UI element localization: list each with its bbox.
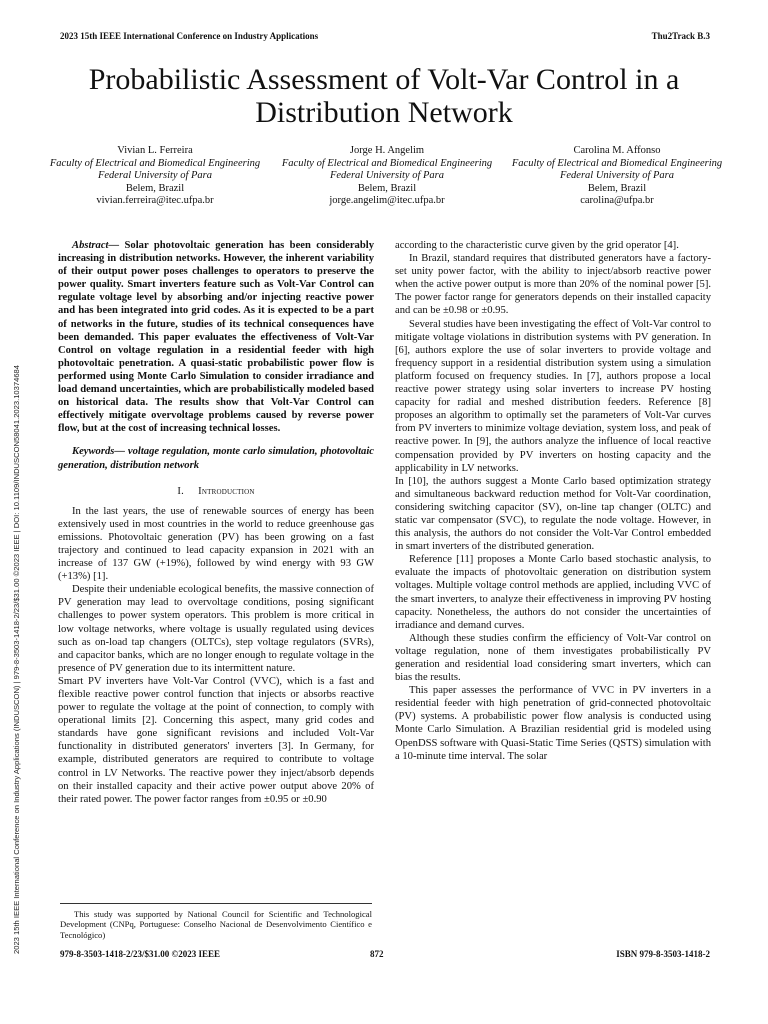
author-affiliation: Faculty of Electrical and Biomedical Engineering: [49, 157, 261, 169]
right-column: [395, 239, 711, 763]
author-location: Belem, Brazil: [587, 182, 647, 194]
paragraph: This paper assesses the performance of VVC in PV inverters in a residential feeder with high penetration of grid-connected photovoltaic (PV) systems. A probabilistic power flow analysis is conducted using Monte Carlo Simulation. A Brazilian residential grid is modeled using OpenDSS software with Quasi-Static Time Series (QSTS) simulation with a 10-minute time interval. The solar: [395, 685, 711, 762]
author-affiliation: Faculty of Electrical and Biomedical Engineering: [511, 157, 723, 169]
author-name: Carolina M. Affonso: [573, 145, 661, 156]
author-location: Belem, Brazil: [357, 182, 417, 194]
author-university: Federal University of Para: [97, 170, 213, 181]
author-email: vivian.ferreira@itec.ufpa.br: [96, 195, 214, 206]
section-number: I.: [177, 485, 184, 497]
running-header-conference: 2023 15th IEEE International Conference on Industry Applications: [60, 31, 319, 41]
paragraph: Smart PV inverters have Volt-Var Control (VVC), which is a fast and flexible reactive power control function that injects or absorbs reactive power to regulate the voltage at the point of connection, to comply with operational limits [2]. Concerning this aspect, many grid codes and standards have gone significant revisions and included Volt-Var functionality in distributed generators' inverters [3]. In Germany, for example, distributed generators are required to contribute to voltage control in LV Networks. The reactive power they inject/absorb depends on their installed capacity and their active power output above 20% of their rated power. The power factor ranges from ±0.95 or ±0.90: [58, 675, 374, 805]
paragraph: Despite their undeniable ecological benefits, the massive connection of PV generation may lead to overvoltage conditions, posing significant challenges to power system operators. This problem is more critical in low voltage networks, where voltage is usually regulated using devices such as on-load tap changers (OLTCs), step voltage regulators (SVRs), and capacitor banks, which are no longer enough to regulate voltage in the presence of PV generation due to its intermittent nature.: [58, 584, 374, 674]
paragraph: In Brazil, standard requires that distributed generators have a factory-set unity power factor, with the ability to inject/absorb reactive power when the active power output is more than 20% of the nominal power [5]. The power factor range for generators depends on their installed capacity and can be ±0.98 or ±0.95.: [395, 253, 711, 317]
paragraph: In [10], the authors suggest a Monte Carlo based optimization strategy and simultaneous backward reduction method for Volt-Var coordination, considering switching capacitor (SV), on-line tap changer (OLTC) and static var compensator (SVC), to regulate the node voltage. However, in this analysis, the authors do not consider the Volt-Var Control embedded in smart inverters of the distributed generation.: [395, 475, 711, 553]
section-title: Introduction: [198, 485, 255, 497]
keywords: [58, 445, 374, 471]
paragraph: Although these studies confirm the efficiency of Volt-Var control on voltage regulation, none of them investigates probabilistically PV generation and residential load considering smart inverters, which can bias the results.: [395, 632, 711, 684]
paragraph: according to the characteristic curve given by the grid operator [4].: [395, 240, 679, 251]
keywords-label: Keywords—: [72, 446, 125, 458]
author-email: carolina@ufpa.br: [580, 195, 654, 206]
section-heading-introduction: [58, 485, 374, 498]
author-2: [272, 145, 502, 208]
running-header-track: Thu2Track B.3: [651, 31, 710, 41]
paragraph: Reference [11] proposes a Monte Carlo based stochastic analysis, to evaluate the impacts of photovoltaic generation on distribution system voltages. Multiple voltage control methods are applied, including VVC of the smart inverters, to analyze their effectiveness in improving PV hosting capacity. Nonetheless, the authors do not consider the uncertainties of irradiance and demand curves.: [395, 554, 711, 631]
abstract: [58, 239, 374, 435]
author-name: Vivian L. Ferreira: [117, 145, 193, 156]
author-email: jorge.angelim@itec.ufpa.br: [329, 195, 445, 206]
doi-sidebar-text: 2023 15th IEEE International Conference on Industry Applications (INDUSCON) | 979-8-3503-1418-2/23/$31.00 ©2023 IEEE | DOI: 10.1109/INDUSCON58041.2023.10374684: [12, 365, 21, 954]
author-name: Jorge H. Angelim: [349, 145, 425, 156]
author-university: Federal University of Para: [559, 170, 675, 181]
doi-sidebar: [0, 0, 24, 1024]
author-block: [40, 145, 730, 225]
footnote-text: This study was supported by National Council for Scientific and Technological Development (CNPq, Portuguese: Conselho Nacional de Desenvolvimento Científico e Tecnológico): [60, 909, 372, 940]
footer-copyright: 979-8-3503-1418-2/23/$31.00 ©2023 IEEE: [60, 949, 220, 959]
author-1: [40, 145, 270, 208]
author-3: [502, 145, 732, 208]
funding-footnote: [60, 903, 372, 940]
page-number: 872: [370, 949, 384, 959]
paragraph: Several studies have been investigating the effect of Volt-Var control to mitigate voltage violations in distribution systems with PV generation. In [6], authors explore the use of solar inverters to provide voltage and frequency support in a residential distribution system using a simulation platform focused on frequency studies. In [7], authors propose a local reactive power strategy using solar inverters to increase PV hosting capacity for radial and meshed distribution feeders. Reference [8] proposes an algorithm to optimally set the parameters of Volt-Var curves from PV inverters to minimize voltage deviation, system loss, and peak of reactive power. In [9], the authors analyze the influence of local reactive compensation provided by PV inverters on hosting capacity and the applicability in LV networks.: [395, 318, 711, 474]
paper-title: Probabilistic Assessment of Volt-Var Control in a Distribution Network: [88, 63, 680, 129]
author-affiliation: Faculty of Electrical and Biomedical Engineering: [281, 157, 493, 169]
keywords-text: voltage regulation, monte carlo simulation, photovoltaic generation, distribution network: [58, 446, 374, 471]
abstract-label: Abstract—: [72, 240, 120, 251]
footer-isbn: ISBN 979-8-3503-1418-2: [616, 949, 710, 959]
paragraph: In the last years, the use of renewable sources of energy has been extensively used in most countries in the world to reduce greenhouse gas emissions. Photovoltaic generation (PV) has been growing on a fast trajectory and continued to lead capacity expansion in 2021 with an increase of 137 GW (+19%), followed by wind energy with 93 GW (+13%) [1].: [58, 505, 374, 583]
author-university: Federal University of Para: [329, 170, 445, 181]
author-location: Belem, Brazil: [125, 182, 185, 194]
abstract-text: Solar photovoltaic generation has been considerably increasing in distribution networks. However, the inherent variability of their output power poses challenges to operators to preserve the power quality. Smart inverters feature such as Volt-Var Control can regulate voltage level by absorbing and/or injecting reactive power and has been integrated into grid codes. As it is expected to be a part of networks in the future, studies of its technical consequences have been demanded. This paper evaluates the effectiveness of Volt-Var Control on voltage regulation in a residential feeder with high photovoltaic penetration. A quasi-static probabilistic power flow is performed using Monte Carlo Simulation to consider irradiance and load demand uncertainties, which are probabilistically modeled based on historical data. The results show that Volt-Var Control can effectively mitigate overvoltage problems caused by reverse power flow, but at the cost of increasing technical losses.: [58, 240, 374, 435]
left-column: [58, 239, 374, 806]
